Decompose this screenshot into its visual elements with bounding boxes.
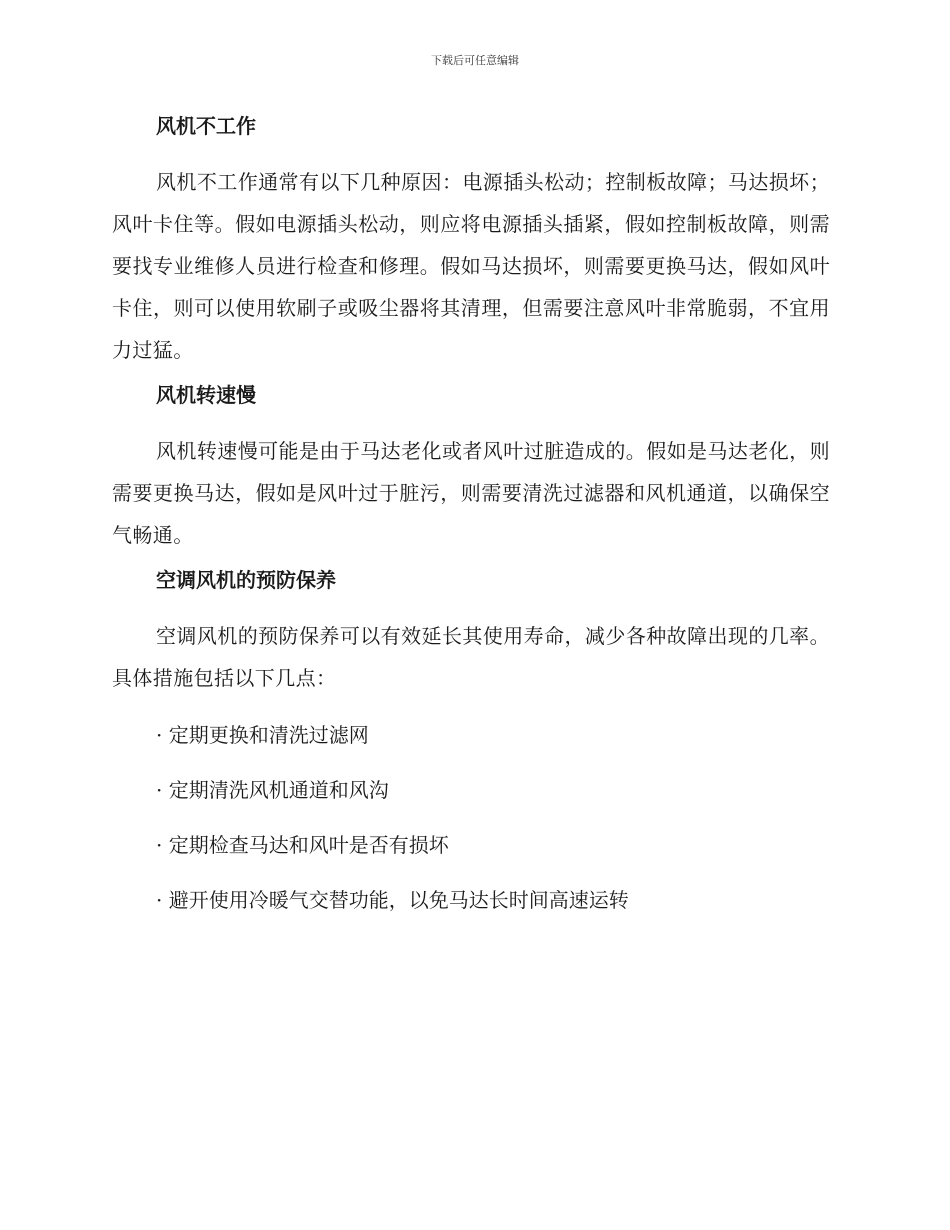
section-heading-fan-slow: 风机转速慢 (156, 383, 256, 407)
maintenance-list (112, 720, 830, 915)
list-item: · 定期更换和清洗过滤网 (156, 723, 369, 747)
list-item: · 定期清洗风机通道和风沟 (156, 778, 389, 802)
paragraph-fan-slow: 风机转速慢可能是由于马达老化或者风叶过脏造成的。假如是马达老化，则需要更换马达，假如是风叶过于脏污，则需要清洗过滤器和风机通道，以确保空气畅通。 (112, 439, 830, 547)
paragraph-maintenance: 空调风机的预防保养可以有效延长其使用寿命，减少各种故障出现的几率。具体措施包括以下几点： (112, 624, 830, 690)
document-body (112, 110, 830, 915)
section-heading-maintenance: 空调风机的预防保养 (156, 568, 336, 592)
page-header: 下载后可任意编辑 (431, 54, 519, 67)
list-item: · 避开使用冷暖气交替功能，以免马达长时间高速运转 (156, 888, 629, 912)
list-item: · 定期检查马达和风叶是否有损坏 (156, 833, 449, 857)
section-heading-fan-not-working: 风机不工作 (156, 114, 256, 138)
paragraph-fan-not-working: 风机不工作通常有以下几种原因：电源插头松动；控制板故障；马达损坏；风叶卡住等。假如电源插头松动，则应将电源插头插紧，假如控制板故障，则需要找专业维修人员进行检查和修理。假如马达损坏，则需要更换马达，假如风叶卡住，则可以使用软刷子或吸尘器将其清理，但需要注意风叶非常脆弱，不宜用力过猛。 (112, 170, 830, 362)
